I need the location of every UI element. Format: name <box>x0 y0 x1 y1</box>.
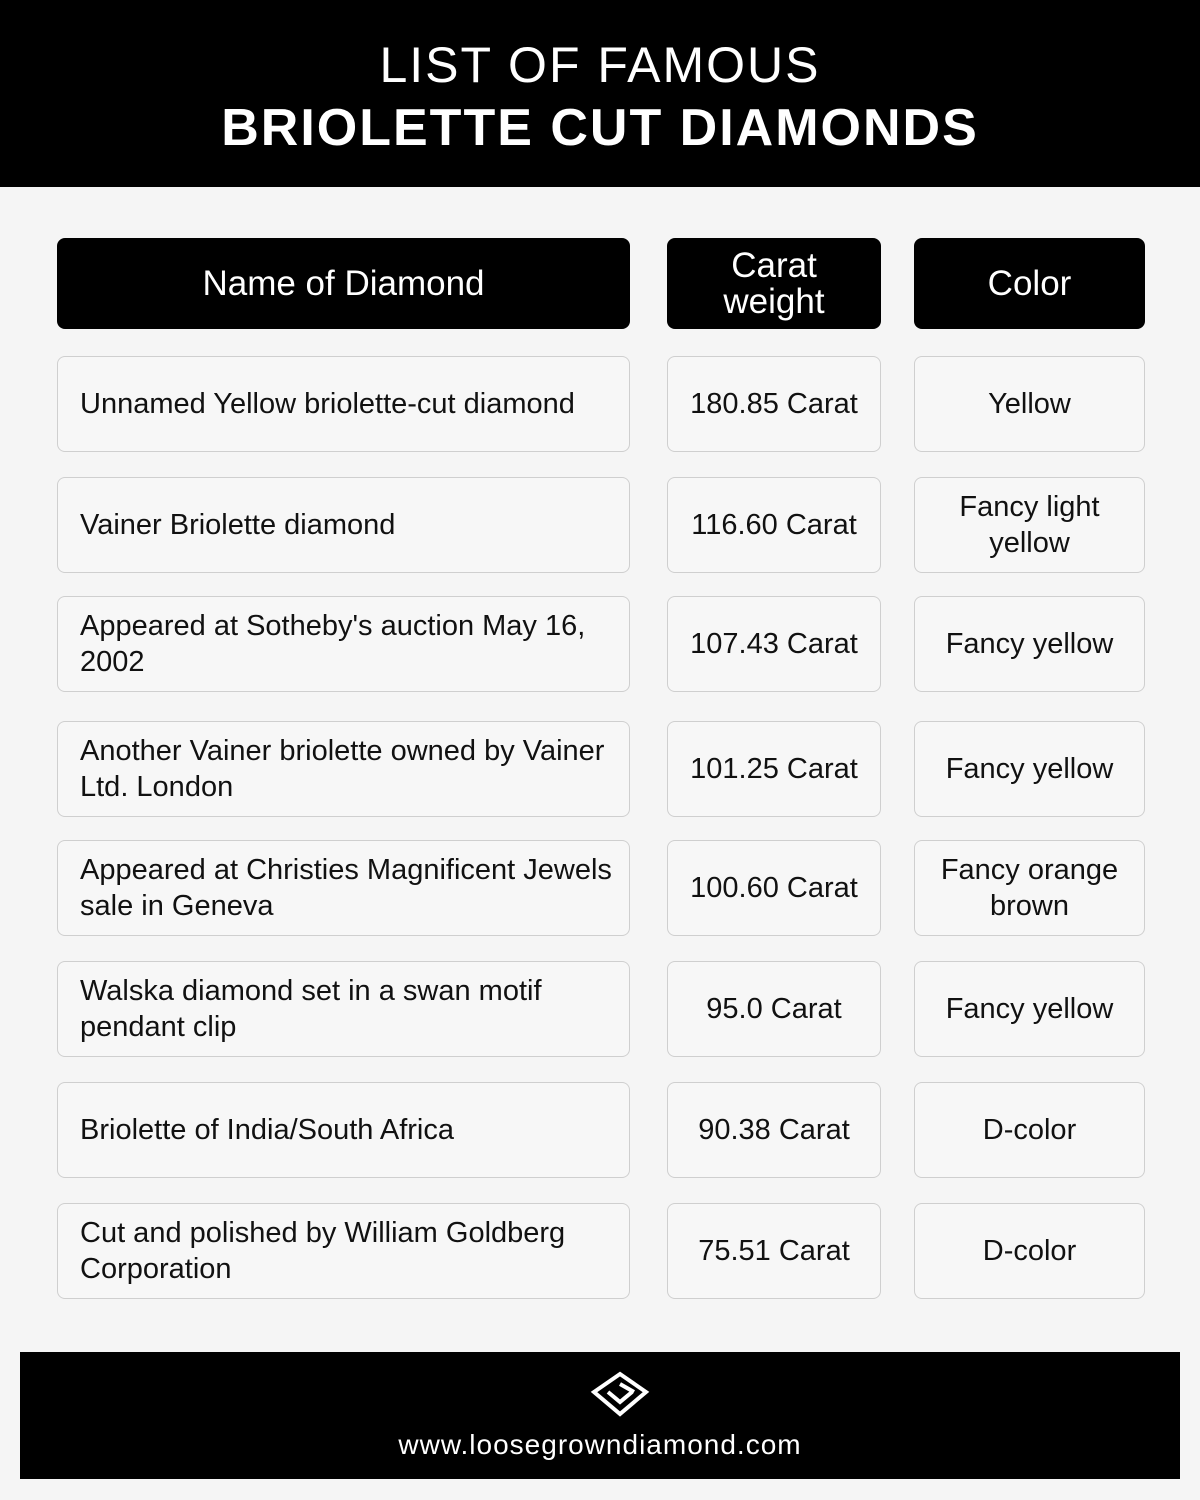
color-cell: Fancy yellow <box>914 721 1145 817</box>
color-cell: Fancy light yellow <box>914 477 1145 573</box>
color-cell: D-color <box>914 1203 1145 1299</box>
carat-cell: 90.38 Carat <box>667 1082 881 1178</box>
column-header-carat: Carat weight <box>667 238 881 329</box>
footer-banner <box>20 1352 1180 1479</box>
carat-cell: 75.51 Carat <box>667 1203 881 1299</box>
name-cell: Another Vainer briolette owned by Vainer Ltd. London <box>57 721 630 817</box>
name-cell: Appeared at Sotheby's auction May 16, 2002 <box>57 596 630 692</box>
title-line-1: LIST OF FAMOUS <box>379 37 821 93</box>
header-banner <box>0 0 1200 187</box>
carat-cell: 101.25 Carat <box>667 721 881 817</box>
name-cell: Cut and polished by William Goldberg Corporation <box>57 1203 630 1299</box>
color-cell: Yellow <box>914 356 1145 452</box>
carat-cell: 100.60 Carat <box>667 840 881 936</box>
name-cell: Briolette of India/South Africa <box>57 1082 630 1178</box>
diamond-logo-icon <box>590 1370 650 1418</box>
color-cell: Fancy orange brown <box>914 840 1145 936</box>
column-header-name: Name of Diamond <box>57 238 630 329</box>
color-cell: Fancy yellow <box>914 961 1145 1057</box>
website-url[interactable]: www.loosegrowndiamond.com <box>398 1429 802 1460</box>
color-cell: Fancy yellow <box>914 596 1145 692</box>
carat-cell: 180.85 Carat <box>667 356 881 452</box>
name-cell: Walska diamond set in a swan motif pendant clip <box>57 961 630 1057</box>
name-cell: Vainer Briolette diamond <box>57 477 630 573</box>
carat-cell: 107.43 Carat <box>667 596 881 692</box>
color-cell: D-color <box>914 1082 1145 1178</box>
name-cell: Appeared at Christies Magnificent Jewels sale in Geneva <box>57 840 630 936</box>
title-line-2: BRIOLETTE CUT DIAMONDS <box>221 99 979 157</box>
carat-cell: 116.60 Carat <box>667 477 881 573</box>
carat-cell: 95.0 Carat <box>667 961 881 1057</box>
column-header-color: Color <box>914 238 1145 329</box>
name-cell: Unnamed Yellow briolette-cut diamond <box>57 356 630 452</box>
